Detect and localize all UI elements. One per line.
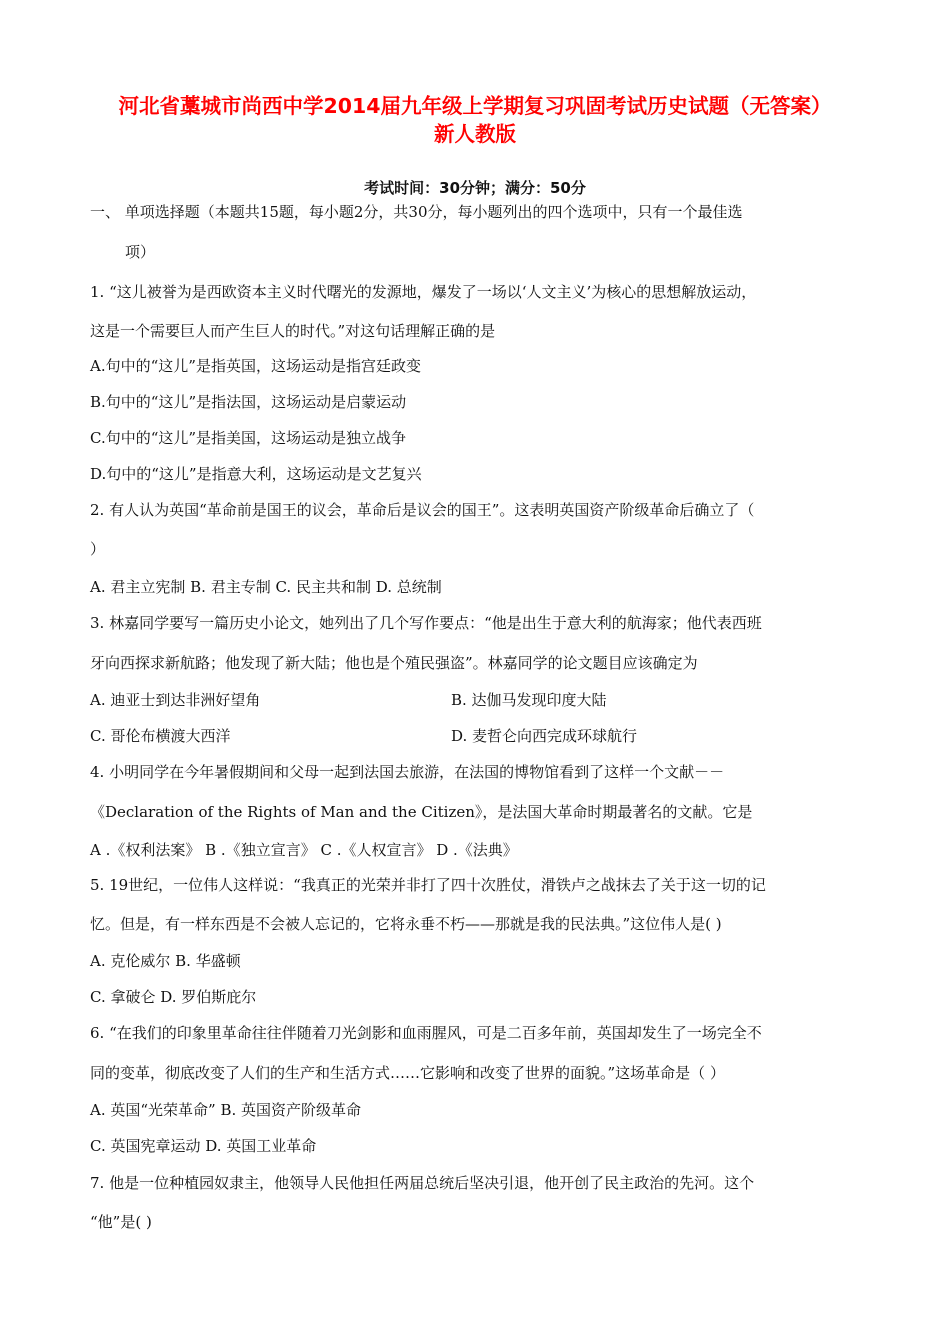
- q5-stem-cont: 忆。但是，有一样东西是不会被人忘记的，它将永垂不朽——那就是我的民法典。”这位伟人是( ): [90, 915, 722, 933]
- q3-option-d: D. 麦哲仑向西完成环球航行: [451, 727, 638, 745]
- q1-option-d: D.句中的“这儿”是指意大利，这场运动是文艺复兴: [90, 465, 422, 483]
- q4-stem-cont: 《Declaration of the Rights of Man and the Citizen》，是法国大革命时期最著名的文献。它是: [90, 803, 753, 821]
- q1-option-a: A.句中的“这儿”是指英国，这场运动是指宫廷政变: [90, 357, 421, 375]
- q5-stem: 5. 19世纪，一位伟人这样说：“我真正的光荣并非打了四十次胜仗，滑铁卢之战抹去了关于这一切的记: [90, 876, 766, 894]
- exam-info: 考试时间：30分钟；满分：50分: [364, 179, 586, 197]
- q6-options-ab: A. 英国“光荣革命” B. 英国资产阶级革命: [90, 1101, 362, 1119]
- q1-stem-cont: 这是一个需要巨人而产生巨人的时代。”对这句话理解正确的是: [90, 322, 496, 340]
- q2-options: A. 君主立宪制 B. 君主专制 C. 民主共和制 D. 总统制: [90, 578, 442, 596]
- q7-stem-cont: “他”是( ): [90, 1213, 152, 1231]
- q2-stem-cont: ）: [90, 540, 106, 558]
- document-title-line1: 河北省藁城市尚西中学2014届九年级上学期复习巩固考试历史试题（无答案）: [118, 94, 832, 118]
- q6-stem-cont: 同的变革，彻底改变了人们的生产和生活方式……它影响和改变了世界的面貌。”这场革命是（ ）: [90, 1064, 725, 1082]
- q7-stem: 7. 他是一位种植园奴隶主，他领导人民他担任两届总统后坚决引退，他开创了民主政治的先河。这个: [90, 1174, 755, 1192]
- q1-option-b: B.句中的“这儿”是指法国，这场运动是启蒙运动: [90, 393, 407, 411]
- section-heading: 一、 单项选择题（本题共15题，每小题2分，共30分，每小题列出的四个选项中，只有一个最佳选: [90, 203, 743, 221]
- q1-stem: 1. “这儿被誉为是西欧资本主义时代曙光的发源地，爆发了一场以‘人文主义’为核心的思想解放运动，: [90, 283, 757, 301]
- q4-stem: 4. 小明同学在今年暑假期间和父母一起到法国去旅游，在法国的博物馆看到了这样一个文献－－: [90, 763, 725, 781]
- q5-options-cd: C. 拿破仑 D. 罗伯斯庇尔: [90, 988, 257, 1006]
- document-title-line2: 新人教版: [434, 122, 516, 146]
- q4-options: A .《权利法案》 B .《独立宣言》 C .《人权宣言》 D .《法典》: [90, 841, 518, 859]
- q6-options-cd: C. 英国宪章运动 D. 英国工业革命: [90, 1137, 317, 1155]
- q5-options-ab: A. 克伦威尔 B. 华盛顿: [90, 952, 241, 970]
- q3-stem-cont: 牙向西探求新航路；他发现了新大陆；他也是个殖民强盗”。林嘉同学的论文题目应该确定为: [90, 654, 698, 672]
- q3-option-b: B. 达伽马发现印度大陆: [451, 691, 607, 709]
- q3-option-a: A. 迪亚士到达非洲好望角: [90, 691, 261, 709]
- q1-option-c: C.句中的“这儿”是指美国，这场运动是独立战争: [90, 429, 407, 447]
- section-heading-cont: 项）: [125, 243, 156, 261]
- q3-stem: 3. 林嘉同学要写一篇历史小论文，她列出了几个写作要点：“他是出生于意大利的航海家；他代表西班: [90, 614, 762, 632]
- q6-stem: 6. “在我们的印象里革命往往伴随着刀光剑影和血雨腥风，可是二百多年前，英国却发生了一场完全不: [90, 1024, 762, 1042]
- q2-stem: 2. 有人认为英国“革命前是国王的议会，革命后是议会的国王”。这表明英国资产阶级革命后确立了（: [90, 501, 755, 519]
- q3-option-c: C. 哥伦布横渡大西洋: [90, 727, 231, 745]
